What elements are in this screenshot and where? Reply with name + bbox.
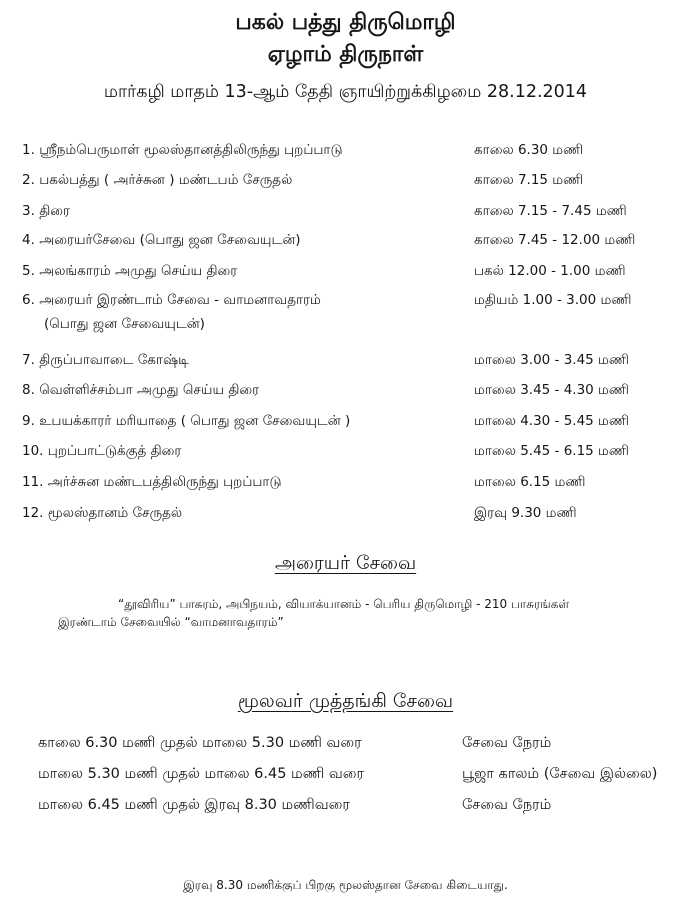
list-item [22,292,321,310]
page-title: பகல் பத்து திருமொழி [235,10,456,35]
item-time: பகல் 12.00 - 1.00 மணி [474,263,626,279]
footer-note: இரவு 8.30 மணிக்குப் பிறகு மூலஸ்தான சேவை கிடையாது. [183,878,508,892]
list-item [22,382,259,400]
item-event: அரையர் இரண்டாம் சேவை - வாமனாவதாரம் [39,292,321,308]
item-event-continued: (பொது ஜன சேவையுடன்) [44,316,205,332]
page-subtitle: ஏழாம் திருநாள் [267,42,424,67]
moolavar-sevai-title: மூலவர் முத்தங்கி சேவை [237,690,454,712]
item-number: 12. [22,505,44,521]
arayar-sevai-details: “தூவிரிய” பாசுரம், அபிநயம், வியாக்யானம் - பெரிய திருமொழி - 210 பாசுரங்கள் [118,597,570,611]
list-item [22,413,350,431]
item-event: மூலஸ்தானம் சேருதல் [47,505,183,521]
sevai-status: சேவை நேரம் [462,735,552,751]
item-number: 8. [22,382,35,398]
item-event: அர்ச்சுன மண்டபத்திலிருந்து புறப்பாடு [47,474,282,490]
item-event: திரை [39,203,70,219]
item-number: 6. [22,292,35,308]
list-item [22,172,292,190]
item-time: மாலை 6.15 மணி [474,474,586,490]
item-number: 4. [22,232,35,248]
list-item [22,474,282,492]
item-time: காலை 7.15 - 7.45 மணி [474,203,627,219]
list-item [22,203,70,221]
list-item [22,505,182,523]
item-time: மாலை 3.45 - 4.30 மணி [474,382,629,398]
item-time: காலை 7.45 - 12.00 மணி [474,232,636,248]
item-time: மதியம் 1.00 - 3.00 மணி [474,292,632,308]
item-event: பகல்பத்து ( அர்ச்சுன ) மண்டபம் சேருதல் [39,172,293,188]
item-number: 1. [22,142,35,158]
item-number: 3. [22,203,35,219]
item-number: 10. [22,443,44,459]
item-event: ஸ்ரீநம்பெருமாள் மூலஸ்தானத்திலிருந்து புறப்பாடு [39,142,343,158]
item-time: மாலை 3.00 - 3.45 மணி [474,352,629,368]
item-event: திருப்பாவாடை கோஷ்டி [39,352,189,368]
sevai-status: சேவை நேரம் [462,797,552,813]
arayar-sevai-title: அரையர் சேவை [274,552,417,574]
item-event: புறப்பாட்டுக்குத் திரை [47,443,182,459]
list-item [22,142,343,160]
item-time: மாலை 4.30 - 5.45 மணி [474,413,629,429]
item-event: அலங்காரம் அமுது செய்ய திரை [39,263,238,279]
item-number: 2. [22,172,35,188]
item-number: 9. [22,413,35,429]
sevai-timing: மாலை 5.30 மணி முதல் மாலை 6.45 மணி வரை [38,766,364,782]
list-item [22,352,189,370]
list-item [22,263,237,281]
list-item [22,443,181,461]
item-time: இரவு 9.30 மணி [474,505,577,521]
arayar-sevai-note: இரண்டாம் சேவையில் “வாமனாவதாரம்” [58,615,284,629]
item-event: உபயக்காரர் மரியாதை ( பொது ஜன சேவையுடன் ) [39,413,351,429]
item-event: அரையர்சேவை (பொது ஜன சேவையுடன்) [39,232,301,248]
item-event: வெள்ளிச்சம்பா அமுது செய்ய திரை [39,382,260,398]
item-number: 5. [22,263,35,279]
sevai-status: பூஜா காலம் (சேவை இல்லை) [462,766,658,782]
sevai-timing: மாலை 6.45 மணி முதல் இரவு 8.30 மணிவரை [38,797,350,813]
item-number: 7. [22,352,35,368]
item-time: மாலை 5.45 - 6.15 மணி [474,443,629,459]
sevai-timing: காலை 6.30 மணி முதல் மாலை 5.30 மணி வரை [38,735,362,751]
list-item [22,232,301,250]
item-time: காலை 7.15 மணி [474,172,584,188]
item-number: 11. [22,474,44,490]
date-line: மார்கழி மாதம் 13-ஆம் தேதி ஞாயிற்றுக்கிழமை 28.12.2014 [103,82,588,102]
item-time: காலை 6.30 மணி [474,142,584,158]
